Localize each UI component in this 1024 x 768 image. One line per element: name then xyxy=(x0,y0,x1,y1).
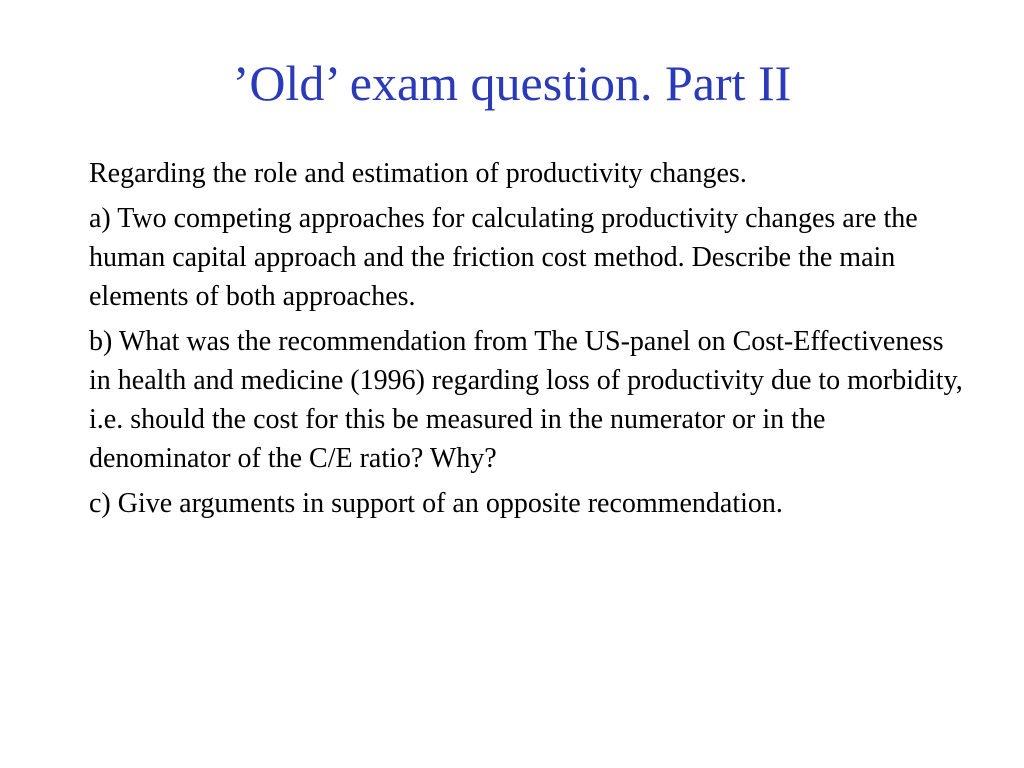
question-b: b) What was the recommendation from The US-panel on Cost-Effectiveness in health and medicine (1996) regarding loss of productivity due to morbidity, i.e. should the cost for this be measured in the numerator or in the denominator of the C/E ratio? Why? xyxy=(89,326,963,474)
question-a: a) Two competing approaches for calculating productivity changes are the human capital approach and the friction cost method. Describe the main elements of both approaches. xyxy=(89,203,918,312)
intro-paragraph: Regarding the role and estimation of productivity changes. xyxy=(89,158,747,189)
question-c: c) Give arguments in support of an opposite recommendation. xyxy=(89,488,783,519)
slide-title: ’Old’ exam question. Part II xyxy=(232,55,792,111)
slide-body xyxy=(89,154,969,529)
